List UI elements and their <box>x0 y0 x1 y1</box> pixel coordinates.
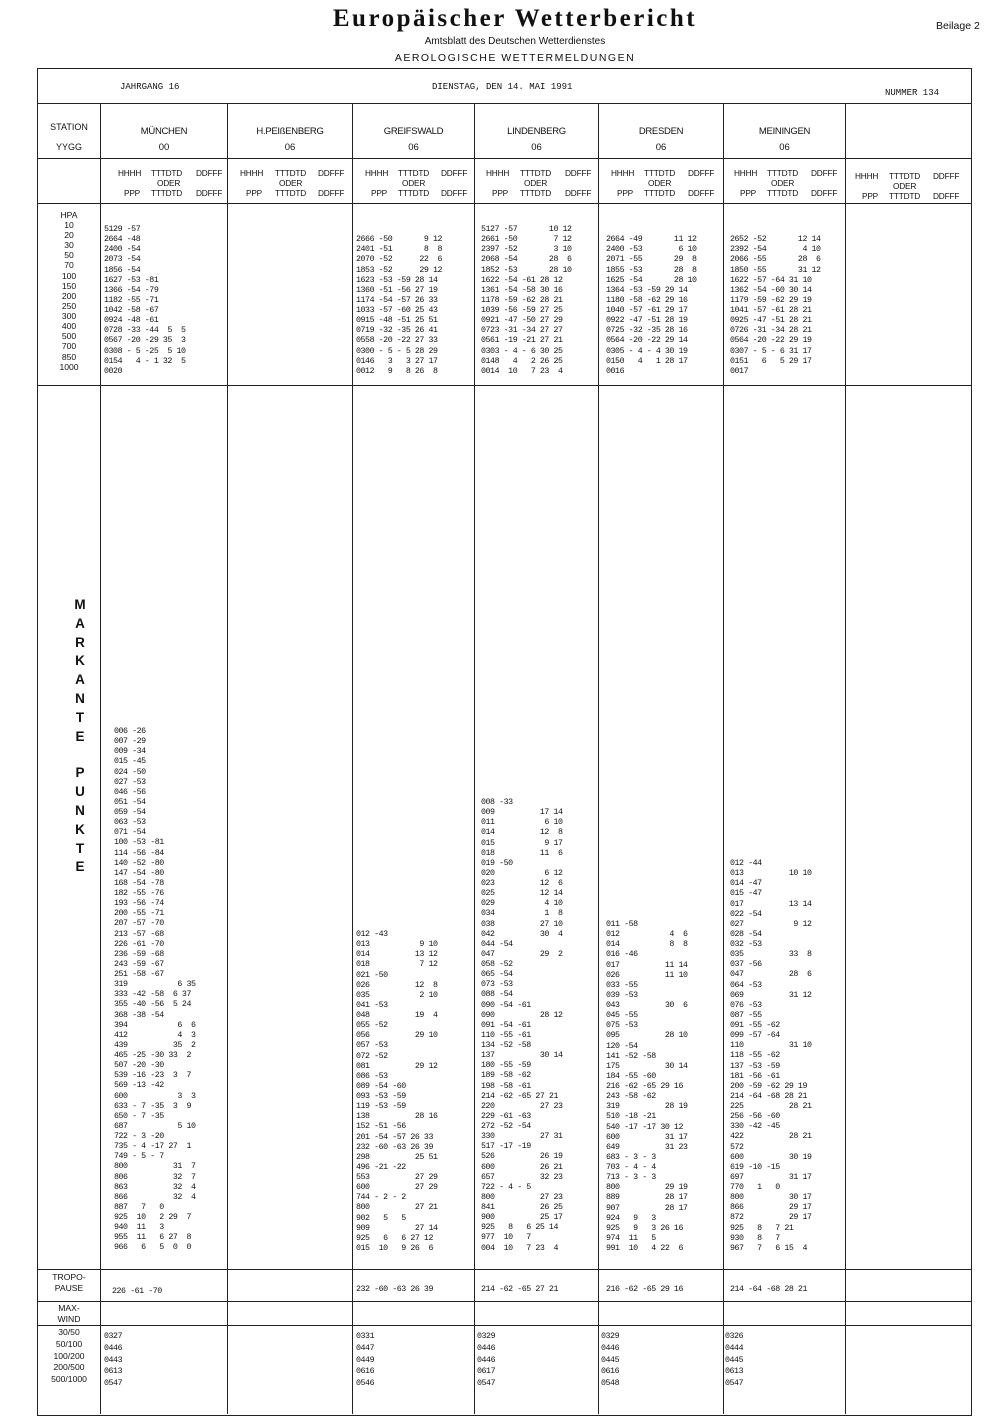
maxwind-greifswald: 0331 0447 0449 0616 0546 <box>356 1332 375 1389</box>
maxwind-dresden: 0329 0446 0445 0616 0548 <box>601 1332 620 1389</box>
maxwind-label-1: MAX- <box>58 1303 80 1313</box>
hdr-ddfff-2: DDFFF <box>933 191 960 201</box>
pressure-level-label: 300 <box>61 311 77 322</box>
hdr-ddfff-2: DDFFF <box>441 188 468 198</box>
col-divider-5 <box>723 103 724 1414</box>
maxwind-muenchen: 0327 0446 0443 0613 0547 <box>104 1332 123 1389</box>
hdr-tttdtd: TTTDTD <box>889 171 921 181</box>
tropopause-muenchen: 226 -61 -70 <box>112 1287 162 1296</box>
significant-points-greifswald: 012 -43 013 9 10 014 13 12 018 7 12 021 -50 026 12 8 035 2 10 041 -53 048 19 4 055 -52 056 29 10 057 -53 072 -52 081 29 12 086 -53 089 -54 -60 093 -53 -59 119 -53 -59 138 28 16 152 -51 -56 201 -54 -57 26 33 232 -60 -63 26 39 298 25 51 496 -21 -22 553 27 29 600 27 29 744 - 2 - 2 800 27 21 902 5 5 909 27 14 925 6 6 27 12 015 10 9 26 6 <box>356 930 438 1253</box>
tropopause-lindenberg: 214 -62 -65 27 21 <box>481 1285 558 1294</box>
markante-punkte-letter: E <box>75 859 85 875</box>
hdr-hhhh: HHHH <box>855 171 879 181</box>
hdr-tttdtd: TTTDTD <box>767 168 799 178</box>
pressure-level-label: 100 <box>61 270 77 281</box>
hdr-hhhh: HHHH <box>118 168 142 178</box>
report-subtitle: Amtsblatt des Deutschen Wetterdienstes <box>424 36 606 47</box>
rule-colheader <box>37 203 972 204</box>
station-time-peissenberg: 06 <box>284 142 296 153</box>
hdr-oder: ODER <box>771 178 795 188</box>
hdr-tttdtd-2: TTTDTD <box>767 188 799 198</box>
markante-punkte-letter: E <box>75 728 85 744</box>
maxwind-label-2: WIND <box>57 1314 81 1324</box>
markante-punkte-letter: M <box>74 597 86 612</box>
markante-punkte-letter: K <box>75 821 85 837</box>
col-divider-3 <box>474 103 475 1414</box>
rule-maxwind <box>37 1325 972 1326</box>
hdr-ddfff: DDFFF <box>196 168 223 178</box>
station-time-meiningen: 06 <box>779 142 790 153</box>
hdr-hhhh: HHHH <box>734 168 758 178</box>
markante-punkte-letter: R <box>75 634 85 650</box>
hdr-ddfff-2: DDFFF <box>565 188 592 198</box>
station-label: STATION <box>50 122 88 132</box>
rule-info <box>37 103 972 104</box>
hdr-tttdtd-2: TTTDTD <box>398 188 430 198</box>
markante-punkte-letter: U <box>75 784 85 800</box>
significant-points-dresden: 011 -58 012 4 6 014 8 8 016 -46 017 11 14 026 11 10 033 -55 039 -53 043 30 6 045 -55 075 -53 095 28 10 120 -54 141 -52 -58 175 30 14 184 -55 -60 216 -62 -65 29 16 243 -58 -62 319 28 19 510 -18 -21 540 -17 -17 30 12 600 31 17 649 31 23 683 - 3 - 3 703 - 4 - 4 713 - 3 - 3 800 29 19 889 28 17 907 28 17 924 9 3 925 9 3 26 16 974 11 5 991 10 4 22 6 <box>606 920 688 1253</box>
hdr-hhhh: HHHH <box>365 168 389 178</box>
standard-levels-lindenberg: 5127 -57 10 12 2661 -50 7 12 2397 -52 3 10 2068 -54 28 6 1852 -53 28 10 1622 -54 -61 28 12 1361 -54 -58 30 16 1178 -59 -62 28 21 1039 -56 -59 27 25 0921 -47 -50 27 29 0723 -31 -34 27 27 0561 -19 -21 27 21 0303 - 4 - 6 30 25 0148 4 2 26 25 0014 10 7 23 4 <box>481 225 572 376</box>
tropopause-dresden: 216 -62 -65 29 16 <box>606 1285 683 1294</box>
hdr-oder: ODER <box>402 178 426 188</box>
hdr-ppp: PPP <box>862 191 879 201</box>
pressure-level-label: 50 <box>64 250 74 261</box>
markante-punkte-letter: N <box>75 802 85 818</box>
hdr-tttdtd: TTTDTD <box>275 168 307 178</box>
hdr-ddfff: DDFFF <box>565 168 592 178</box>
pressure-level-label: 200 <box>61 290 77 301</box>
rule-standard-levels <box>37 385 972 386</box>
markante-punkte-letter: P <box>75 765 85 781</box>
tropopause-label-2: PAUSE <box>54 1283 84 1293</box>
hdr-hhhh: HHHH <box>240 168 264 178</box>
hdr-ddfff: DDFFF <box>933 171 960 181</box>
section-title: AEROLOGISCHE WETTERMELDUNGEN <box>394 52 636 64</box>
col-divider-4 <box>598 103 599 1414</box>
hdr-ppp: PPP <box>124 188 141 198</box>
hdr-tttdtd-2: TTTDTD <box>889 191 921 201</box>
station-time-muenchen: 00 <box>158 142 170 153</box>
hdr-ppp: PPP <box>246 188 263 198</box>
significant-points-muenchen: 006 -26 007 -29 009 -34 015 -45 024 -50 027 -53 046 -56 051 -54 059 -54 063 -53 071 -54 100 -53 -81 114 -56 -84 140 -52 -80 147 -54 -80 168 -54 -78 182 -55 -76 193 -56 -74 200 -55 -71 207 -57 -70 213 -57 -68 226 -61 -70 236 -59 -68 243 -59 -67 251 -58 -67 319 6 35 333 -42 -58 6 37 355 -40 -56 5 24 368 -38 -54 394 6 6 412 4 3 439 35 2 465 -25 -30 33 2 507 -20 -30 539 -16 -23 3 7 569 -13 -42 600 3 3 633 - 7 -35 3 9 650 - 7 -35 687 5 10 722 - 3 -20 735 - 4 -17 27 1 749 - 5 - 7 800 31 7 806 32 7 863 32 4 866 32 4 887 7 0 925 10 2 29 7 940 11 3 955 11 6 27 8 966 6 5 0 0 <box>114 727 196 1253</box>
rule-markante <box>37 1269 972 1270</box>
tropopause-label-1: TROPO- <box>52 1272 86 1282</box>
station-time-dresden: 06 <box>655 142 667 153</box>
hdr-ppp: PPP <box>371 188 388 198</box>
col-divider-0 <box>100 103 101 1414</box>
hdr-ddfff-2: DDFFF <box>196 188 223 198</box>
pressure-level-label: 10 <box>64 220 74 230</box>
hdr-tttdtd-2: TTTDTD <box>151 188 183 198</box>
pressure-level-label: 70 <box>64 260 74 271</box>
markante-punkte-letter: T <box>75 840 85 856</box>
station-time-lindenberg: 06 <box>531 142 542 153</box>
standard-levels-dresden: 2664 -49 11 12 2400 -53 6 10 2071 -55 29 8 1855 -53 28 8 1625 -54 28 10 1364 -53 -59 29 14 1180 -58 -62 29 16 1040 -57 -61 29 17 0922 -47 -51 28 19 0725 -32 -35 28 16 0564 -20 -22 29 14 0305 - 4 - 4 30 19 0150 4 1 28 17 0016 <box>606 235 697 376</box>
standard-levels-muenchen: 5129 -57 2664 -48 2400 -54 2073 -54 1856 -54 1627 -53 -81 1366 -54 -79 1182 -55 -71 1042 -58 -67 0924 -48 -61 0728 -33 -44 5 5 0567 -20 -29 35 3 0308 - 5 -25 5 10 0154 4 - 1 32 5 0020 <box>104 225 186 376</box>
wind-layer-label: 500/1000 <box>51 1374 87 1385</box>
rule-tropopause <box>37 1301 972 1302</box>
pressure-level-label: 250 <box>61 300 77 311</box>
station-name-muenchen: MÜNCHEN <box>140 126 188 137</box>
wind-layer-label: 50/100 <box>55 1338 83 1349</box>
tropopause-meiningen: 214 -64 -68 28 21 <box>730 1285 807 1294</box>
hdr-ppp: PPP <box>617 188 634 198</box>
hdr-tttdtd: TTTDTD <box>520 168 552 178</box>
tropopause-greifswald: 232 -60 -63 26 39 <box>356 1285 433 1294</box>
standard-levels-meiningen: 2652 -52 12 14 2392 -54 4 10 2066 -55 28 6 1850 -55 31 12 1622 -57 -64 31 10 1362 -54 -60 30 14 1179 -59 -62 29 19 1041 -57 -61 28 21 0925 -47 -51 28 21 0726 -31 -34 28 21 0564 -20 -22 29 19 0307 - 5 - 6 31 17 0151 6 5 29 17 0017 <box>730 235 821 376</box>
hdr-tttdtd: TTTDTD <box>151 168 183 178</box>
station-name-dresden: DRESDEN <box>638 126 684 137</box>
wind-layer-label: 200/500 <box>53 1362 85 1373</box>
hdr-tttdtd-2: TTTDTD <box>520 188 552 198</box>
volume-label: JAHRGANG 16 <box>120 82 180 92</box>
hdr-ppp: PPP <box>740 188 757 198</box>
hdr-ddfff: DDFFF <box>441 168 468 178</box>
maxwind-meiningen: 0326 0444 0445 0613 0547 <box>725 1332 744 1389</box>
report-title: Europäischer Wetterbericht <box>332 5 698 32</box>
hdr-ddfff-2: DDFFF <box>688 188 715 198</box>
yygg-label: YYGG <box>55 142 82 152</box>
pressure-level-label: 150 <box>61 280 77 291</box>
hdr-ddfff: DDFFF <box>811 168 838 178</box>
markante-punkte-label <box>70 596 90 877</box>
station-name-lindenberg: LINDENBERG <box>507 126 566 137</box>
col-divider-1 <box>227 103 228 1414</box>
hpa-label: HPA <box>60 210 78 220</box>
pressure-level-label: 30 <box>64 240 74 251</box>
pressure-level-label: 400 <box>61 321 77 332</box>
wind-layer-label: 100/200 <box>53 1350 85 1361</box>
hdr-tttdtd-2: TTTDTD <box>275 188 307 198</box>
hdr-hhhh: HHHH <box>486 168 510 178</box>
markante-punkte-letter: N <box>75 690 85 706</box>
standard-levels-greifswald: 2666 -50 9 12 2401 -51 8 8 2070 -52 22 6 1853 -52 29 12 1623 -53 -59 28 14 1360 -51 -56 27 19 1174 -54 -57 26 33 1033 -57 -60 25 43 0915 -48 -51 25 51 0719 -32 -35 26 41 0558 -20 -22 27 33 0300 - 5 - 5 28 29 0146 3 3 27 17 0012 9 8 26 8 <box>356 235 443 376</box>
significant-points-lindenberg: 008 -33 009 17 14 011 6 10 014 12 8 015 9 17 018 11 6 019 -50 020 6 12 023 12 6 025 12 14 029 4 10 034 1 8 038 27 10 042 30 4 044 -54 047 29 2 058 -52 065 -54 073 -53 088 -54 090 -54 -61 090 28 12 091 -54 -61 110 -55 -61 134 -52 -58 137 30 14 180 -55 -59 189 -58 -62 198 -58 -61 214 -62 -65 27 21 220 27 23 229 -61 -63 272 -52 -54 330 27 31 517 -17 -19 526 26 19 600 26 21 657 32 23 722 - 4 - 5 800 27 23 841 26 25 900 25 17 925 8 6 25 14 977 10 7 004 10 7 23 4 <box>481 798 563 1253</box>
hdr-ddfff-2: DDFFF <box>811 188 838 198</box>
hdr-ppp: PPP <box>492 188 509 198</box>
supplement-label: Beilage 2 <box>936 20 980 32</box>
markante-punkte-letter: A <box>75 615 85 631</box>
pressure-level-label: 850 <box>61 351 77 362</box>
hdr-tttdtd-2: TTTDTD <box>644 188 676 198</box>
station-time-greifswald: 06 <box>408 142 419 153</box>
maxwind-lindenberg: 0329 0446 0446 0617 0547 <box>477 1332 496 1389</box>
hdr-tttdtd: TTTDTD <box>644 168 676 178</box>
rule-station <box>37 158 972 159</box>
pressure-level-label: 1000 <box>59 361 79 372</box>
wind-layer-label: 30/50 <box>58 1327 80 1337</box>
hdr-oder: ODER <box>893 181 917 191</box>
hdr-ddfff: DDFFF <box>688 168 715 178</box>
hdr-ddfff-2: DDFFF <box>318 188 345 198</box>
hdr-hhhh: HHHH <box>611 168 635 178</box>
col-divider-6 <box>845 103 846 1414</box>
station-name-greifswald: GREIFSWALD <box>383 126 444 137</box>
pressure-level-label: 500 <box>61 331 77 342</box>
station-name-peissenberg: H.PEIßENBERG <box>256 126 324 137</box>
hdr-oder: ODER <box>157 178 181 188</box>
hdr-tttdtd: TTTDTD <box>398 168 430 178</box>
hdr-ddfff: DDFFF <box>318 168 345 178</box>
markante-punkte-letter: T <box>75 709 85 725</box>
pressure-level-label: 20 <box>64 230 74 241</box>
hdr-oder: ODER <box>279 178 303 188</box>
col-divider-2 <box>352 103 353 1414</box>
issue-number: NUMMER 134 <box>885 88 940 98</box>
significant-points-meiningen: 012 -44 013 10 10 014 -47 015 -47 017 13 14 022 -54 027 9 12 028 -54 032 -53 035 33 8 037 -56 047 28 6 064 -53 069 31 12 076 -53 087 -55 091 -55 -62 099 -57 -64 110 31 10 118 -55 -62 137 -53 -59 181 -56 -61 200 -59 -62 29 19 214 -64 -68 28 21 225 28 21 256 -56 -60 330 -42 -45 422 28 21 572 600 30 19 619 -10 -15 697 31 17 770 1 0 800 30 17 866 29 17 872 29 17 925 8 7 21 930 8 7 967 7 6 15 4 <box>730 859 812 1253</box>
markante-punkte-letter: K <box>75 653 85 669</box>
hdr-oder: ODER <box>524 178 548 188</box>
hdr-oder: ODER <box>648 178 672 188</box>
pressure-level-label: 700 <box>61 341 77 352</box>
date-label: DIENSTAG, DEN 14. MAI 1991 <box>432 82 573 92</box>
station-name-meiningen: MEININGEN <box>758 126 811 137</box>
markante-punkte-letter: A <box>75 672 85 688</box>
